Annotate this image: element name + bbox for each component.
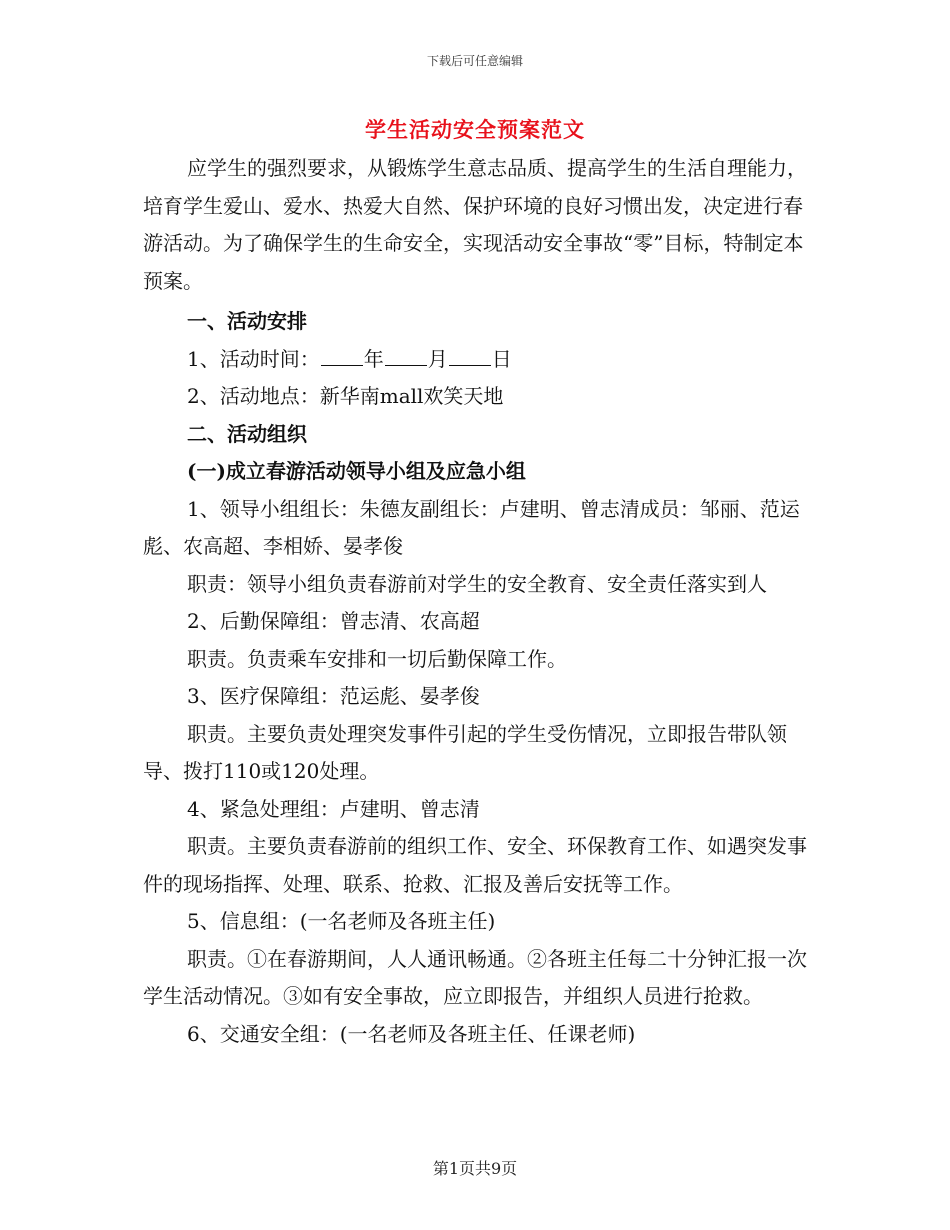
page-header: 下载后可任意编辑 [426, 54, 523, 68]
subsection-heading-1: (一)成立春游活动领导小组及应急小组 [187, 459, 526, 483]
page-footer: 第1页共9页 [432, 1159, 518, 1178]
group-2-duty: 职责。负责乘车安排和一切后勤保障工作。 [187, 646, 567, 671]
activity-time-line [143, 341, 808, 379]
year-blank [321, 347, 363, 366]
group-4-duty: 职责。主要负责春游前的组织工作、安全、环保教育工作、如遇突发事件的现场指挥、处理、联系、抢救、汇报及善后安抚等工作。 [143, 834, 807, 896]
group-2-members: 2、后勤保障组：曾志清、农高超 [187, 609, 480, 633]
group-5-members: 5、信息组：(一名老师及各班主任) [187, 909, 496, 933]
section-heading-1: 一、活动安排 [187, 309, 307, 333]
month-label: 月 [427, 346, 448, 371]
day-blank [449, 347, 491, 366]
year-label: 年 [363, 346, 384, 371]
activity-time-label: 1、活动时间： [187, 346, 320, 371]
group-4-members: 4、紧急处理组：卢建明、曾志清 [187, 796, 480, 821]
group-3-members: 3、医疗保障组：范运彪、晏孝俊 [187, 684, 480, 708]
intro-paragraph: 应学生的强烈要求，从锻炼学生意志品质、提高学生的生活自理能力，培育学生爱山、爱水、热爱大自然、保护环境的良好习惯出发，决定进行春游活动。为了确保学生的生命安全，实现活动安全事故“零”目标，特制定本预案。 [143, 156, 807, 293]
group-5-duty: 职责。①在春游期间，人人通讯畅通。②各班主任每二十分钟汇报一次学生活动情况。③如有安全事故，应立即报告，并组织人员进行抢救。 [143, 946, 807, 1008]
group-1-duty: 职责：领导小组负责春游前对学生的安全教育、安全责任落实到人 [187, 571, 767, 596]
activity-place-line: 2、活动地点：新华南mall欢笑天地 [187, 384, 504, 408]
month-blank [385, 347, 427, 366]
group-6-members: 6、交通安全组：(一名老师及各班主任、任课老师) [187, 1021, 636, 1046]
document-title: 学生活动安全预案范文 [365, 117, 585, 142]
group-1-members: 1、领导小组组长：朱德友副组长：卢建明、曾志清成员：邹丽、范运彪、农高超、李相娇、晏孝俊 [143, 496, 800, 558]
section-heading-2: 二、活动组织 [187, 421, 307, 446]
document-body [143, 150, 808, 1053]
day-label: 日 [491, 346, 512, 371]
group-3-duty: 职责。主要负责处理突发事件引起的学生受伤情况，立即报告带队领导、拨打110或120处理。 [143, 721, 787, 783]
